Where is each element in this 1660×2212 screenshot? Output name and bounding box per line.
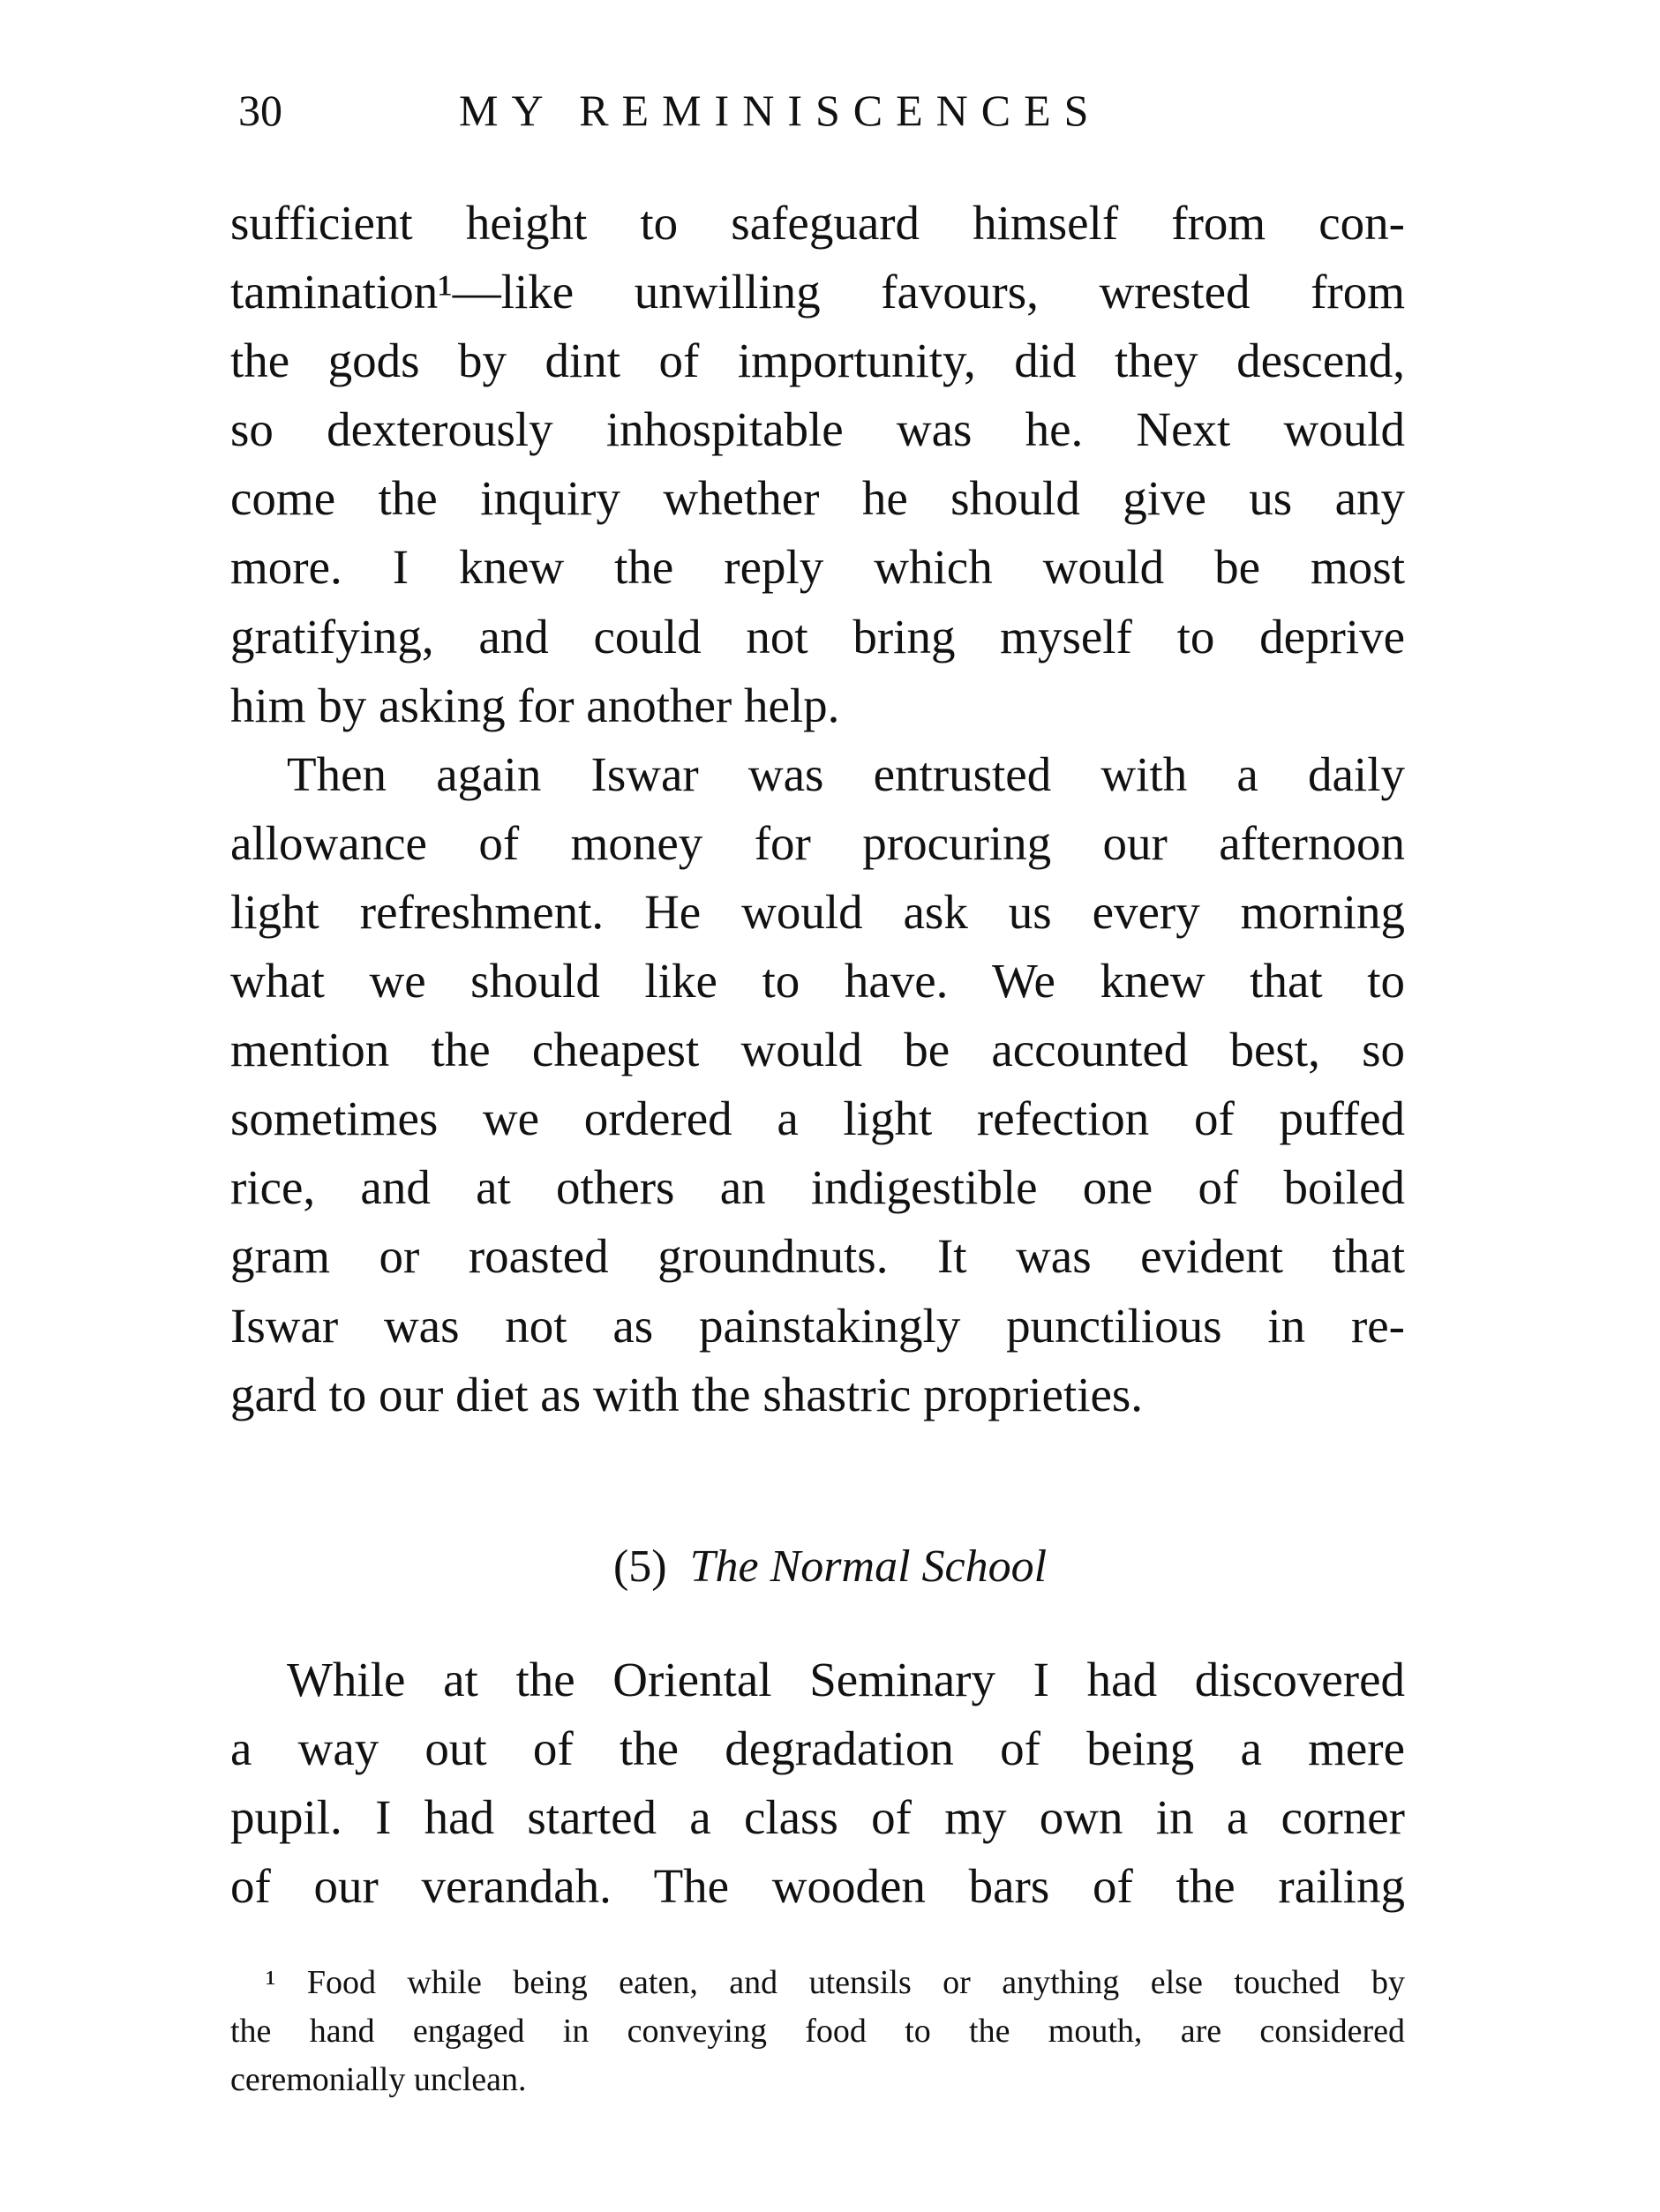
text-line: pupil. I had started a class of my own in a corner — [230, 1790, 1405, 1845]
text-line: gard to our diet as with the shastric proprieties. — [230, 1367, 1144, 1421]
running-title: MY REMINISCENCES — [459, 86, 1102, 135]
text-line: Iswar was not as painstakingly punctilious in re- — [230, 1298, 1405, 1353]
footnote — [230, 1959, 1405, 2104]
footnote-line: ¹ Food while being eaten, and utensils or anything else touched by — [266, 1964, 1405, 2001]
text-line: gram or roasted groundnuts. It was evident that — [230, 1229, 1405, 1284]
text-line: gratifying, and could not bring myself to deprive — [230, 609, 1405, 664]
section-title: The Normal School — [689, 1541, 1048, 1592]
text-line: what we should like to have. We knew that to — [230, 954, 1405, 1009]
text-line: While at the Oriental Seminary I had discovered — [287, 1653, 1405, 1706]
section-number: (5) — [612, 1541, 667, 1592]
text-line: more. I knew the reply which would be most — [230, 540, 1405, 595]
text-line: the gods by dint of importunity, did they descend, — [230, 334, 1405, 388]
section-heading — [0, 1535, 1660, 1599]
text-line: light refreshment. He would ask us every morning — [230, 884, 1405, 939]
text-line: so dexterously inhospitable was he. Next would — [230, 402, 1405, 457]
body-text-top — [230, 189, 1405, 1429]
text-line: sometimes we ordered a light refection of puffed — [230, 1091, 1405, 1146]
page-number: 30 — [238, 86, 282, 135]
text-line: sufficient height to safeguard himself from con- — [230, 196, 1405, 250]
text-line: him by asking for another help. — [230, 678, 840, 732]
footnote-line: the hand engaged in conveying food to the mouth, are considered — [230, 2013, 1405, 2050]
body-text-bottom — [230, 1646, 1405, 1921]
text-line: a way out of the degradation of being a mere — [230, 1721, 1405, 1776]
footnote-line: ceremonially unclean. — [230, 2061, 527, 2098]
text-line: rice, and at others an indigestible one of boiled — [230, 1160, 1405, 1215]
text-line: mention the cheapest would be accounted best, so — [230, 1023, 1405, 1077]
text-line: come the inquiry whether he should give us any — [230, 471, 1405, 526]
text-line: allowance of money for procuring our afternoon — [230, 815, 1405, 870]
text-line: Then again Iswar was entrusted with a daily — [287, 746, 1405, 801]
text-line: tamination¹—like unwilling favours, wrested from — [230, 265, 1405, 319]
text-line: of our verandah. The wooden bars of the railing — [230, 1859, 1405, 1914]
